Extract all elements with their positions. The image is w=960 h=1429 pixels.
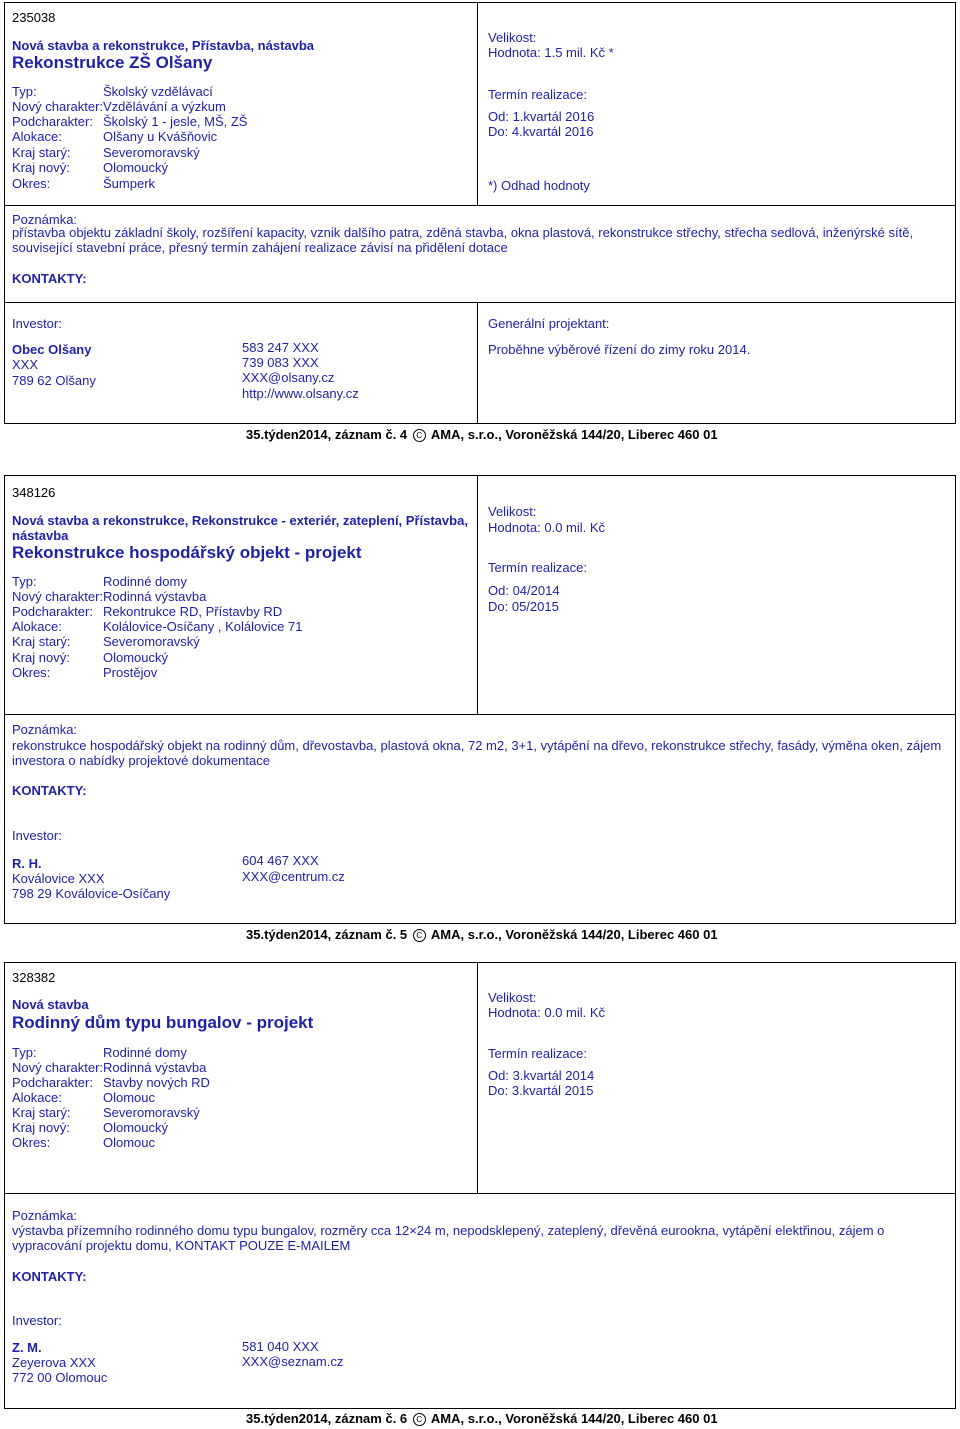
contact-email: XXX@centrum.cz <box>242 869 345 884</box>
investor-name: R. H. <box>12 856 42 871</box>
field-kraj-stary: Kraj starý: Severomoravský <box>12 634 200 649</box>
velikost-label: Velikost: <box>488 990 537 1005</box>
investor-line-1: Koválovice XXX <box>12 871 105 886</box>
record-category: Nová stavba a rekonstrukce, Přístavba, nástavba <box>12 38 315 53</box>
record-footer: 35.týden2014, záznam č. 4 C AMA, s.r.o., Voroněžská 144/20, Liberec 460 01 <box>246 427 718 442</box>
record-title: Rodinný dům typu bungalov - projekt <box>12 1013 314 1032</box>
termin-do: Do: 05/2015 <box>488 599 559 614</box>
contact-phone-1: 604 467 XXX <box>242 853 319 868</box>
investor-name: Z. M. <box>12 1340 42 1355</box>
investor-line-1: XXX <box>12 357 39 372</box>
poznamka-label: Poznámka: <box>12 1208 78 1223</box>
termin-od: Od: 04/2014 <box>488 583 560 598</box>
poznamka-label: Poznámka: <box>12 722 78 737</box>
record-title: Rekonstrukce hospodářský objekt - projekt <box>12 543 362 562</box>
termin-label: Termín realizace: <box>488 560 587 575</box>
field-alokace: Alokace: Kolálovice-Osíčany , Kolálovice 71 <box>12 619 303 634</box>
hodnota-value: Hodnota: 0.0 mil. Kč <box>488 1005 606 1020</box>
termin-do: Do: 4.kvartál 2016 <box>488 124 594 139</box>
field-kraj-novy: Kraj nový: Olomoucký <box>12 1120 169 1135</box>
projektant-label: Generální projektant: <box>488 316 610 331</box>
copyright-icon: C <box>413 1413 426 1426</box>
record-category: Nová stavba a rekonstrukce, Rekonstrukce - exteriér, zateplení, Přístavba, nástavba <box>12 513 468 543</box>
field-novy-charakter: Nový charakter:Vzdělávání a výzkum <box>12 99 226 114</box>
investor-label: Investor: <box>12 316 62 331</box>
field-typ: Typ: Školský vzdělávací <box>12 84 213 99</box>
termin-od: Od: 3.kvartál 2014 <box>488 1068 595 1083</box>
poznamka-text: výstavba přízemního rodinného domu typu bungalov, rozměry cca 12×24 m, nepodsklepený, zateplený, dřevěná eurookna, vytápění elektřinou, zájem o vypracování projektu domu, KONTAKT POUZE E-MAILEM <box>12 1223 885 1253</box>
field-alokace: Alokace: Olomouc <box>12 1090 156 1105</box>
poznamka-text: přístavba objektu základní školy, rozšíření kapacity, vznik dalšího patra, zděná stavba, okna plastová, rekonstrukce střechy, střecha sedlová, inženýrské sítě, související stavební práce, přesný termín zahájení realizace závisí na přidělení dotace <box>12 225 914 255</box>
field-podcharakter: Podcharakter: Stavby nových RD <box>12 1075 210 1090</box>
field-kraj-novy: Kraj nový: Olomoucký <box>12 650 169 665</box>
copyright-icon: C <box>413 429 426 442</box>
record-footer: 35.týden2014, záznam č. 5 C AMA, s.r.o., Voroněžská 144/20, Liberec 460 01 <box>246 927 718 942</box>
record-category: Nová stavba <box>12 997 89 1012</box>
poznamka-text: rekonstrukce hospodářský objekt na rodinný dům, dřevostavba, plastová okna, 72 m2, 3+1, vytápění na dřevo, rekonstrukce střechy, fasády, výměna oken, zájem investora o nabídky projektové dokumentace <box>12 738 942 768</box>
field-okres: Okres: Olomouc <box>12 1135 156 1150</box>
contact-phone-2: 739 083 XXX <box>242 355 319 370</box>
record-id: 348126 <box>12 485 56 500</box>
termin-od: Od: 1.kvartál 2016 <box>488 109 595 124</box>
hodnota-value: Hodnota: 1.5 mil. Kč * <box>488 45 614 60</box>
termin-label: Termín realizace: <box>488 1046 587 1061</box>
odhad-note: *) Odhad hodnoty <box>488 178 590 193</box>
copyright-icon: C <box>413 929 426 942</box>
contact-email: XXX@olsany.cz <box>242 370 335 385</box>
termin-label: Termín realizace: <box>488 87 587 102</box>
field-typ: Typ: Rodinné domy <box>12 574 187 589</box>
field-kraj-novy: Kraj nový: Olomoucký <box>12 160 169 175</box>
investor-line-1: Zeyerova XXX <box>12 1355 96 1370</box>
field-kraj-stary: Kraj starý: Severomoravský <box>12 145 200 160</box>
investor-line-2: 798 29 Koválovice-Osíčany <box>12 886 171 901</box>
record-footer: 35.týden2014, záznam č. 6 C AMA, s.r.o., Voroněžská 144/20, Liberec 460 01 <box>246 1411 718 1426</box>
investor-name: Obec Olšany <box>12 342 92 357</box>
field-okres: Okres: Šumperk <box>12 176 156 191</box>
termin-do: Do: 3.kvartál 2015 <box>488 1083 594 1098</box>
field-novy-charakter: Nový charakter:Rodinná výstavba <box>12 1060 207 1075</box>
kontakty-label: KONTAKTY: <box>12 1269 87 1284</box>
field-kraj-stary: Kraj starý: Severomoravský <box>12 1105 200 1120</box>
record-1-contacts-box <box>4 302 956 424</box>
investor-label: Investor: <box>12 828 62 843</box>
field-okres: Okres: Prostějov <box>12 665 158 680</box>
velikost-label: Velikost: <box>488 30 537 45</box>
poznamka-label: Poznámka: <box>12 212 78 227</box>
kontakty-label: KONTAKTY: <box>12 271 87 286</box>
field-novy-charakter: Nový charakter:Rodinná výstavba <box>12 589 207 604</box>
investor-line-2: 772 00 Olomouc <box>12 1370 108 1385</box>
field-podcharakter: Podcharakter: Rekontrukce RD, Přístavby RD <box>12 604 283 619</box>
field-alokace: Alokace: Olšany u Kvášňovic <box>12 129 218 144</box>
record-title: Rekonstrukce ZŠ Olšany <box>12 53 213 72</box>
contact-web: http://www.olsany.cz <box>242 386 359 401</box>
kontakty-label: KONTAKTY: <box>12 783 87 798</box>
contact-email: XXX@seznam.cz <box>242 1354 344 1369</box>
hodnota-value: Hodnota: 0.0 mil. Kč <box>488 520 606 535</box>
investor-line-2: 789 62 Olšany <box>12 373 96 388</box>
projektant-text: Proběhne výběrové řízení do zimy roku 2014. <box>488 342 751 357</box>
record-id: 328382 <box>12 970 56 985</box>
velikost-label: Velikost: <box>488 504 537 519</box>
contact-phone-1: 581 040 XXX <box>242 1339 319 1354</box>
field-podcharakter: Podcharakter: Školský 1 - jesle, MŠ, ZŠ <box>12 114 248 129</box>
contact-phone-1: 583 247 XXX <box>242 340 319 355</box>
record-id: 235038 <box>12 10 56 25</box>
field-typ: Typ: Rodinné domy <box>12 1045 187 1060</box>
investor-label: Investor: <box>12 1313 62 1328</box>
